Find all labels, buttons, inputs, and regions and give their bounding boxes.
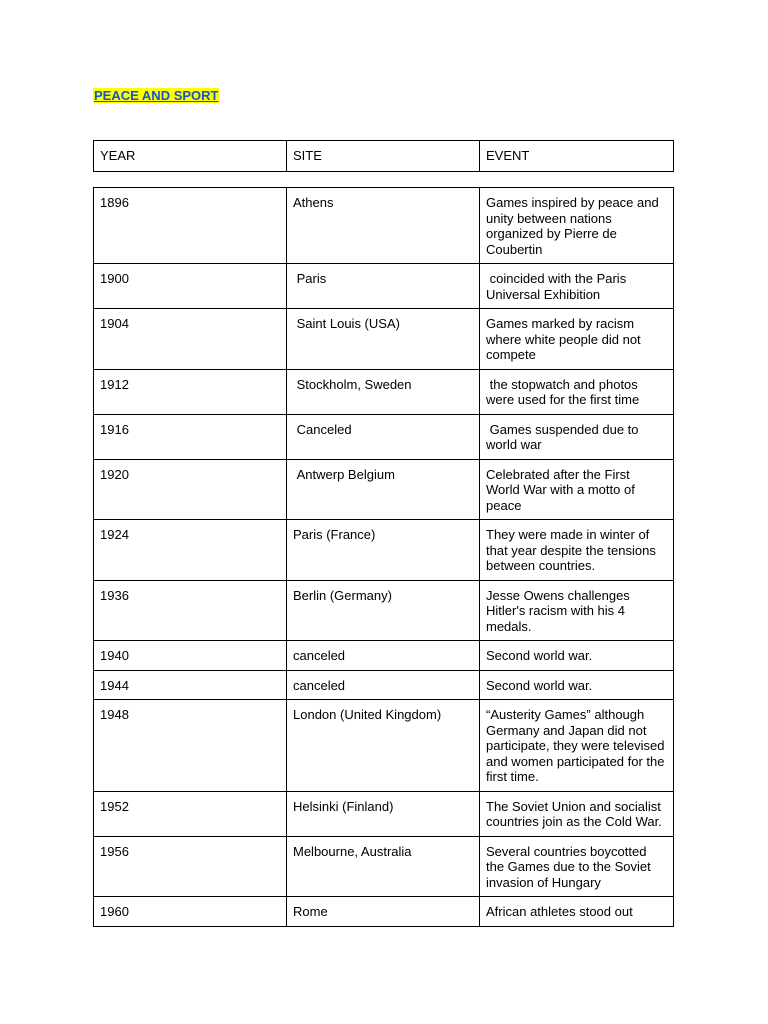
table-row — [94, 580, 674, 641]
cell-site: Paris — [287, 264, 480, 309]
cell-year: 1944 — [94, 670, 287, 700]
cell-site: Saint Louis (USA) — [287, 309, 480, 370]
table-row — [94, 641, 674, 671]
cell-year: 1916 — [94, 414, 287, 459]
header-row — [94, 141, 674, 172]
cell-event: Games suspended due to world war — [480, 414, 674, 459]
cell-site: Paris (France) — [287, 520, 480, 581]
cell-year: 1912 — [94, 369, 287, 414]
table-row — [94, 188, 674, 264]
cell-event: Games marked by racism where white people did not compete — [480, 309, 674, 370]
cell-site: Antwerp Belgium — [287, 459, 480, 520]
cell-event: Games inspired by peace and unity between nations organized by Pierre de Coubertin — [480, 188, 674, 264]
table-row — [94, 520, 674, 581]
cell-year: 1948 — [94, 700, 287, 792]
cell-event: Jesse Owens challenges Hitler's racism with his 4 medals. — [480, 580, 674, 641]
cell-event: “Austerity Games” although Germany and Japan did not participate, they were televised and women participated for the first time. — [480, 700, 674, 792]
table-row — [94, 791, 674, 836]
cell-event: Second world war. — [480, 641, 674, 671]
cell-site: canceled — [287, 641, 480, 671]
cell-event: African athletes stood out — [480, 897, 674, 927]
cell-year: 1952 — [94, 791, 287, 836]
cell-event: Celebrated after the First World War with a motto of peace — [480, 459, 674, 520]
cell-site: Stockholm, Sweden — [287, 369, 480, 414]
table-row — [94, 309, 674, 370]
cell-site: London (United Kingdom) — [287, 700, 480, 792]
cell-event: The Soviet Union and socialist countries join as the Cold War. — [480, 791, 674, 836]
cell-year: 1940 — [94, 641, 287, 671]
olympics-table — [93, 187, 674, 927]
cell-event: coincided with the Paris Universal Exhibition — [480, 264, 674, 309]
table-row — [94, 369, 674, 414]
cell-year: 1904 — [94, 309, 287, 370]
cell-year: 1956 — [94, 836, 287, 897]
table-row — [94, 897, 674, 927]
cell-year: 1896 — [94, 188, 287, 264]
cell-site: Berlin (Germany) — [287, 580, 480, 641]
header-table — [93, 140, 674, 172]
table-row — [94, 670, 674, 700]
cell-year: 1936 — [94, 580, 287, 641]
cell-site: canceled — [287, 670, 480, 700]
table-row — [94, 264, 674, 309]
cell-site: Rome — [287, 897, 480, 927]
cell-event: the stopwatch and photos were used for the first time — [480, 369, 674, 414]
header-year: YEAR — [94, 141, 287, 172]
header-event: EVENT — [480, 141, 674, 172]
table-row — [94, 459, 674, 520]
document-title: PEACE AND SPORT — [94, 88, 219, 103]
cell-year: 1924 — [94, 520, 287, 581]
table-row — [94, 836, 674, 897]
cell-site: Melbourne, Australia — [287, 836, 480, 897]
cell-event: Several countries boycotted the Games due to the Soviet invasion of Hungary — [480, 836, 674, 897]
cell-year: 1960 — [94, 897, 287, 927]
cell-site: Canceled — [287, 414, 480, 459]
cell-year: 1900 — [94, 264, 287, 309]
cell-site: Helsinki (Finland) — [287, 791, 480, 836]
cell-event: Second world war. — [480, 670, 674, 700]
table-row — [94, 700, 674, 792]
cell-year: 1920 — [94, 459, 287, 520]
cell-site: Athens — [287, 188, 480, 264]
header-site: SITE — [287, 141, 480, 172]
table-row — [94, 414, 674, 459]
cell-event: They were made in winter of that year despite the tensions between countries. — [480, 520, 674, 581]
